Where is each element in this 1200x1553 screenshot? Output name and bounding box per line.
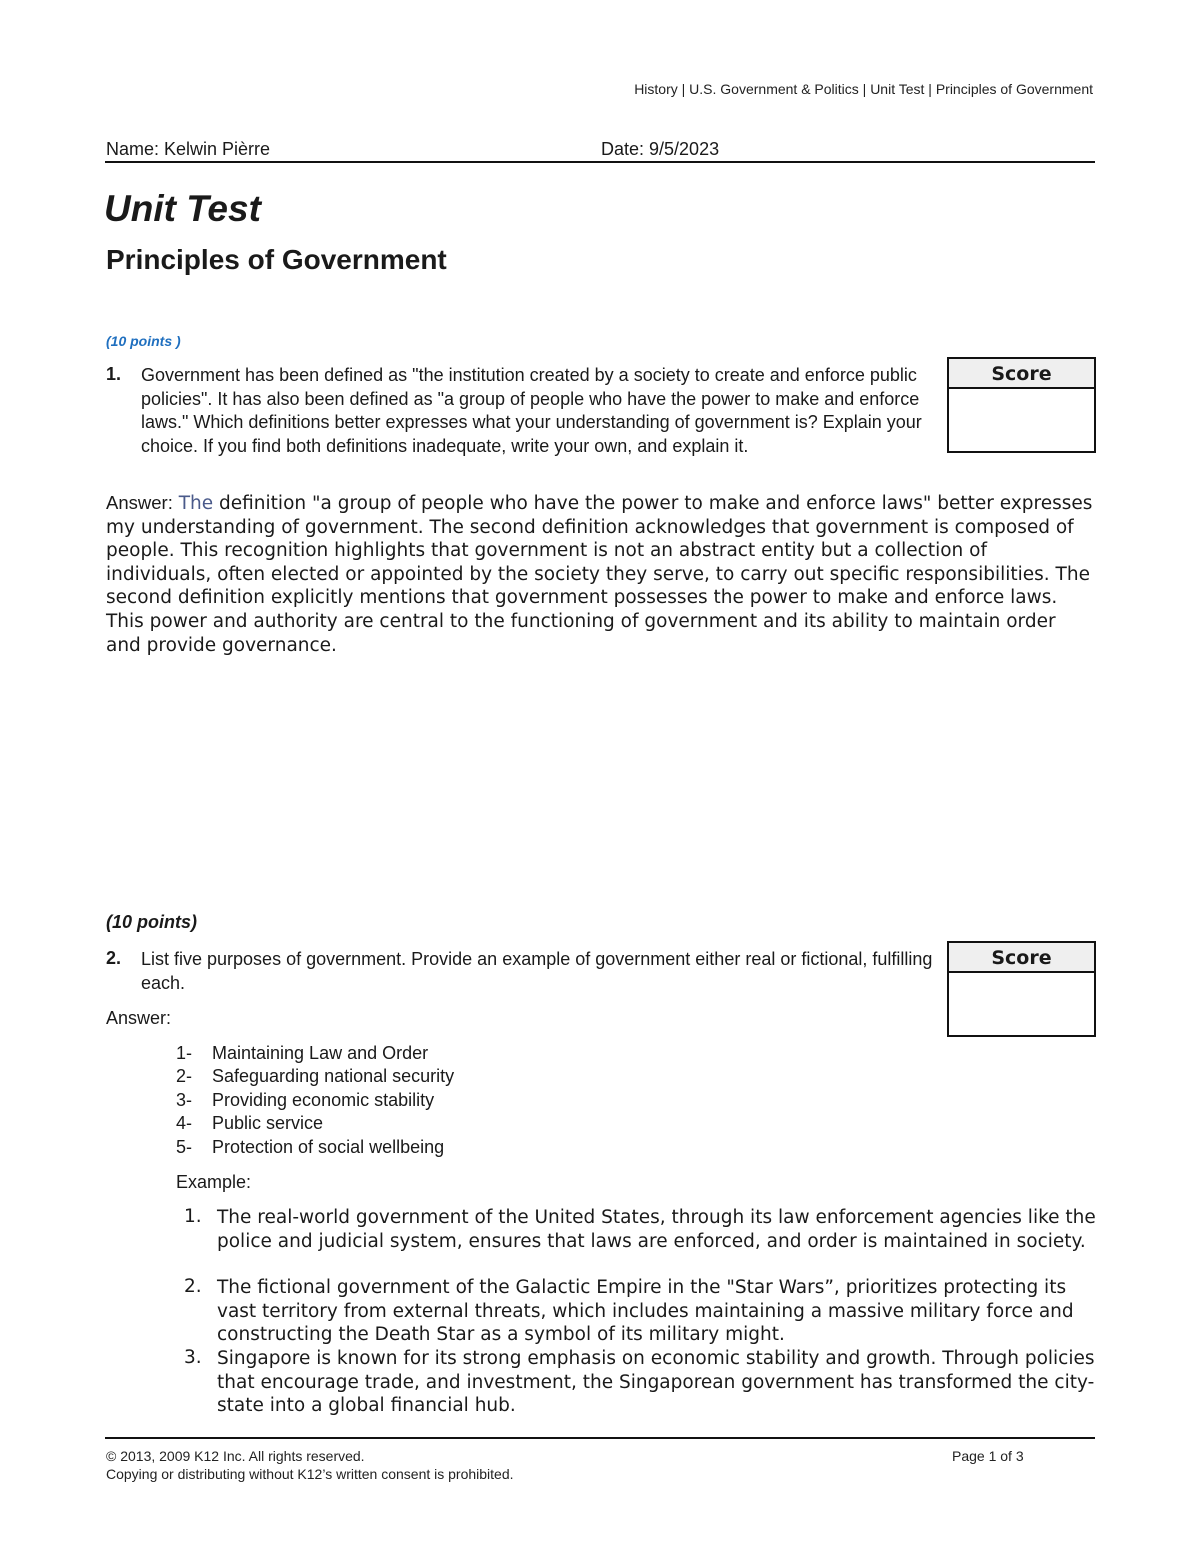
purpose-number: 1- — [176, 1043, 193, 1063]
purpose-item: Public service — [212, 1113, 324, 1133]
purpose-item: Safeguarding national security — [212, 1066, 455, 1086]
footer-divider — [105, 1437, 1095, 1439]
purpose-number: 5- — [176, 1137, 193, 1157]
q1-score-box[interactable] — [947, 357, 1096, 453]
footer-notice: Copying or distributing without K12’s written consent is prohibited. — [106, 1466, 514, 1482]
q1-score-field[interactable] — [949, 389, 1094, 451]
example-number: 1. — [184, 1206, 202, 1227]
example-label: Example: — [176, 1172, 252, 1192]
q1-answer-lead-word: The — [178, 493, 214, 514]
header-divider — [105, 161, 1095, 163]
purpose-number: 3- — [176, 1090, 193, 1110]
q1-answer-text: definition "a group of people who have the power to make and enforce laws" better expresses my understanding of government. The second definition acknowledges that government is composed of people. This recognition highlights that government is not an abstract entity but a collection of individuals, often elected or appointed by the society they serve, to carry out specific responsibilities. The second definition explicitly mentions that government possesses the power to make and enforce laws. This power and authority are central to the functioning of government and its ability to maintain order and provide governance. — [106, 493, 1093, 656]
test-date: Date: 9/5/2023 — [601, 139, 720, 159]
q1-number: 1. — [106, 364, 122, 384]
q2-points: (10 points) — [106, 912, 198, 932]
q1-points: (10 points ) — [106, 333, 181, 349]
page-number: Page 1 of 3 — [952, 1448, 1024, 1464]
example-number: 3. — [184, 1347, 202, 1368]
example-item: The fictional government of the Galactic Empire in the "Star Wars”, prioritizes protecting its vast territory from external threats, which includes maintaining a massive military force and constructing the Death Star as a symbol of its military might. — [217, 1277, 1074, 1345]
purpose-item: Providing economic stability — [212, 1090, 435, 1110]
q2-score-box[interactable] — [947, 941, 1096, 1037]
example-item: Singapore is known for its strong emphasis on economic stability and growth. Through policies that encourage trade, and investment, the Singaporean government has transformed the city-state into a global financial hub. — [217, 1348, 1095, 1416]
purpose-item: Maintaining Law and Order — [212, 1043, 429, 1063]
q1-text: Government has been defined as "the institution created by a society to create and enforce public policies". It has also been defined as "a group of people who have the power to make and enforce laws." Which definitions better expresses what your understanding of government is? Explain your choice. If you find both definitions inadequate, write your own, and explain it. — [141, 365, 922, 456]
q2-score-label: Score — [949, 943, 1094, 973]
q1-answer-label: Answer: — [106, 492, 173, 513]
example-number: 2. — [184, 1276, 202, 1297]
page-title: Unit Test — [104, 188, 261, 229]
footer-copyright: © 2013, 2009 K12 Inc. All rights reserved. — [106, 1448, 365, 1464]
q2-score-field[interactable] — [949, 973, 1094, 1035]
q2-answer-label: Answer: — [106, 1008, 172, 1028]
running-head: History | U.S. Government & Politics | Unit Test | Principles of Government — [634, 81, 1093, 97]
example-item: The real-world government of the United States, through its law enforcement agencies like the police and judicial system, ensures that laws are enforced, and order is maintained in society. — [217, 1207, 1096, 1252]
q2-text: List five purposes of government. Provide an example of government either real or fictional, fulfilling each. — [141, 949, 933, 993]
q1-answer — [106, 491, 1096, 657]
q2-number: 2. — [106, 948, 122, 968]
student-name: Name: Kelwin Pièrre — [106, 139, 271, 159]
purpose-number: 4- — [176, 1113, 193, 1133]
purpose-number: 2- — [176, 1066, 193, 1086]
q1-score-label: Score — [949, 359, 1094, 389]
page-subtitle: Principles of Government — [106, 244, 447, 275]
purpose-item: Protection of social wellbeing — [212, 1137, 445, 1157]
